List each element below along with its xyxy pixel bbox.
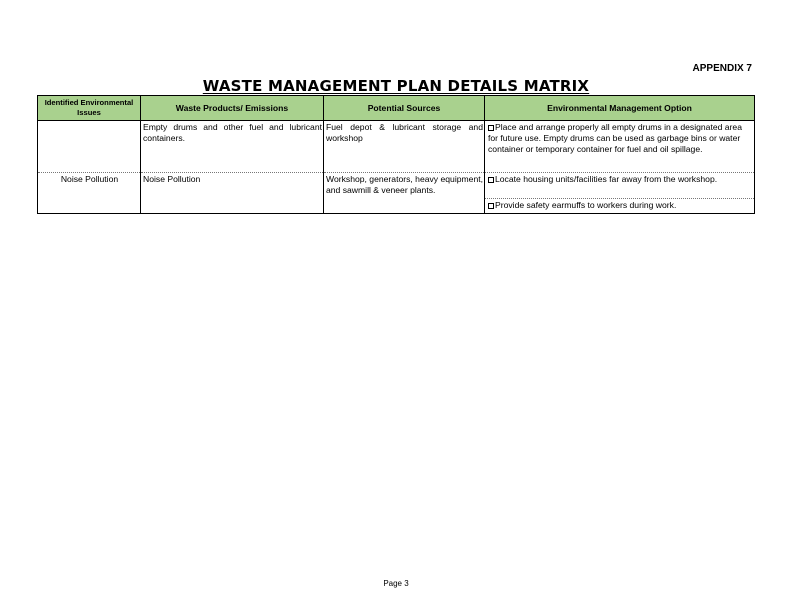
page-title: WASTE MANAGEMENT PLAN DETAILS MATRIX [202, 77, 590, 95]
cell-waste: Noise Pollution [141, 173, 324, 214]
table-row [38, 121, 755, 173]
cell-issue: Noise Pollution [38, 173, 141, 214]
cell-source: Workshop, generators, heavy equipment, and sawmill & veneer plants. [324, 173, 485, 214]
cell-waste: Empty drums and other fuel and lubricant containers. [141, 121, 324, 173]
checkbox-icon [488, 203, 494, 209]
cell-source: Fuel depot & lubricant storage and workshop [324, 121, 485, 173]
appendix-label: APPENDIX 7 [692, 63, 752, 74]
column-header-sources: Potential Sources [324, 96, 485, 121]
waste-matrix-table [37, 95, 755, 214]
checkbox-icon [488, 125, 494, 131]
column-header-waste: Waste Products/ Emissions [141, 96, 324, 121]
cell-option [485, 173, 755, 199]
cell-option [485, 199, 755, 214]
column-header-issues: Identified Environmental Issues [38, 96, 141, 121]
checkbox-icon [488, 177, 494, 183]
cell-option [485, 121, 755, 173]
option-text: Locate housing units/facilities far away from the workshop. [495, 174, 718, 184]
header-row [38, 96, 755, 121]
column-header-option: Environmental Management Option [485, 96, 755, 121]
page-number: Page 3 [383, 579, 409, 588]
cell-issue [38, 121, 141, 173]
option-text: Place and arrange properly all empty drums in a designated area for future use. Empty drums can be used as garbage bins or water container or temporary container for fuel and oil spillage. [488, 122, 742, 154]
table-row [38, 173, 755, 199]
option-text: Provide safety earmuffs to workers during work. [495, 200, 677, 210]
